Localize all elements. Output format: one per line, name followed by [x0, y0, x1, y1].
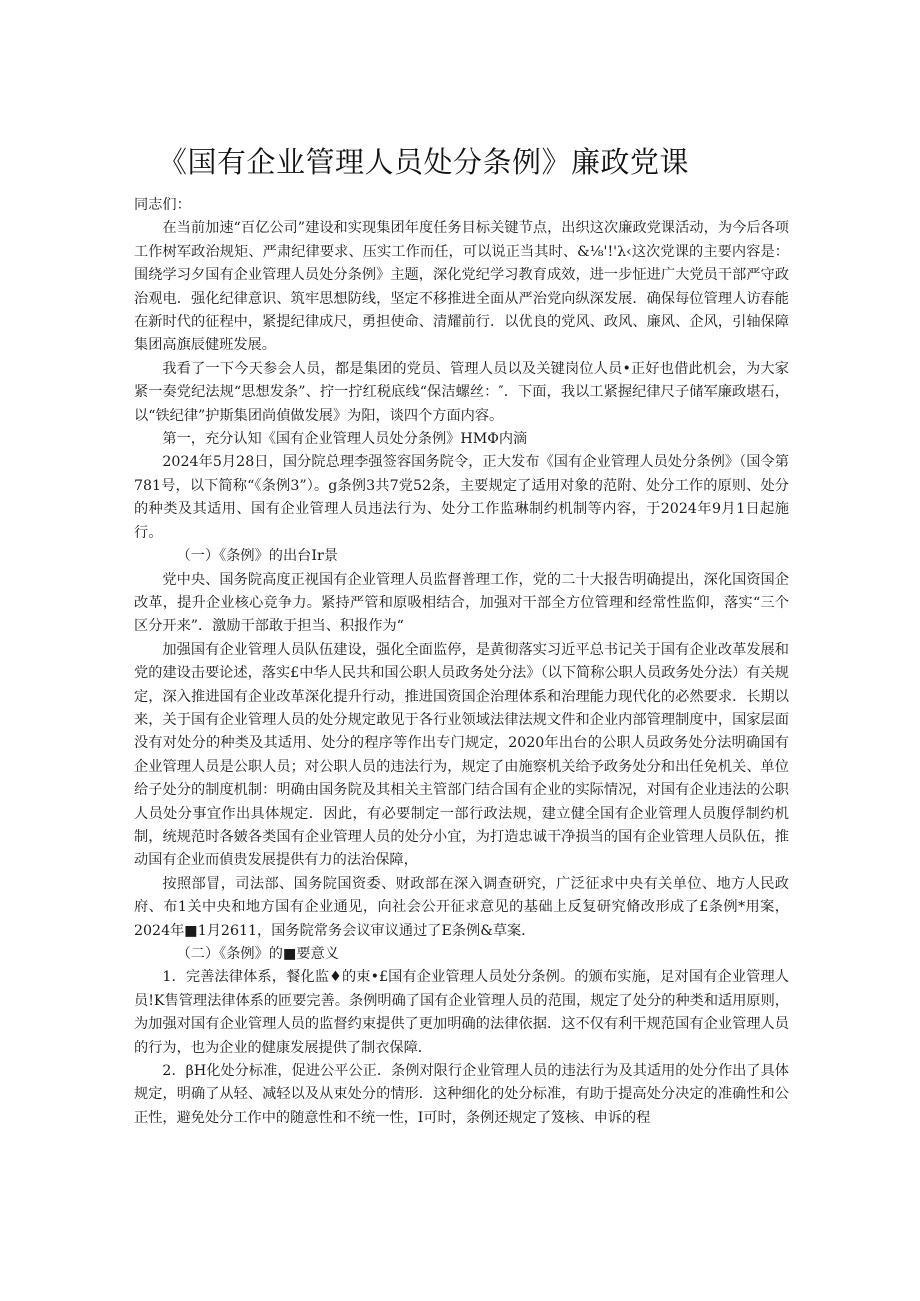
paragraph-point-2: 2．βH化处分标准，促进公平公正．条例对限行企业管理人员的违法行为及其适用的处分作出了具体规定，明确了从轻、减轻以及从束处分的情形．这种细化的处分标准，有助于提高处分决定的准确性和公正性，避免处分工作中的随意性和不统一性，I可时，条例还规定了笈核、申诉的程	[134, 1063, 789, 1126]
paragraph-central-committee: 党中央、国务院高度正视国有企业管理人员监督普理工作，党的二十大报告明确提出，深化国资国企改革，提升企业核心竞争力。紧持严管和原吸相结合，加强对干部全方位管理和经常性监仰，落实“三个区分开来”．激励干部敢于担当、积报作为“	[134, 571, 789, 635]
paragraph-team-building: 加强国有企业管理人员队伍建设，强化全面监停，是黄彻落实习近平总书记关于国有企业改革发展和党的建设击要论述，落实£中华人民共和国公职人员政务处分法》（以下简称公职人员政务处分法）有关规定，深入推进国有企业改革深化提升行动，推进国资国企治理体系和治理能力现代化的必然要求．长期以来，关于国有企业管理人员的处分规定敢见于各行业领域法律法规文件和企业内部管理制度中，国家层面没有对处分的种类及其适用、处分的程序等作出专门规定，2020年出台的公职人员政务处分法明确国有企业管理人员是公职人员；对公职人员的违法行为，规定了由施察机关给予政务处分和出任免机关、单位给子处分的制度机制：明确由国务院及其相关主管部门结合国有企业的实际情况，对国有企业违法的公职人员处分事宜作出具体规定．因此，有必要制定一部行政法规，建立健全国有企业管理人员腹俘制约机制，统规范时各皴各类国有企业管理人员的处分小宜，为打造忠诚干净损当的国有企业管理人员队伍，推动国有企业而偵贵发展提供有力的法治保障，	[134, 641, 789, 869]
document-body	[134, 194, 789, 1130]
paragraph-intro: 在当前加速“百亿公司”建设和实现集团年度任务目标关键节点，出织这次廉政党课活动，为今后各项工作树军政治规矩、严肃纪律要求、压实工作而任，可以说正当其时、&⅛'!'λ‹这次党课的主要内容是：围绕学习夕国有企业管理人员处分条例》主题，深化党纪学习教育成效，进一步怔进广大党员干部严守政治观电．强化纪律意识、筑牢思想防线，坚定不移推进全面从严治党向纵深发展．确保每位管理人访春能在新时代的征程中，紧提纪律成尺，勇担使命、清耀前行．以优良的党风、政风、廉风、企风，引轴保障集团高旗辰健班发展。	[134, 220, 789, 354]
paragraph-point-1: 1．完善法律体系，餐化监♦的束•£国有企业管理人员处分条例。的颁布实施，足对国有企业管理人员!K售管理法律体系的匝要完善。条例明确了国有企业管理人员的范围，规定了处分的种类和适用原则，为加强对国有企业管理人员的监督约束提供了更加明确的法律依据．这不仅有利干规范国有企业管理人员的行为，也为企业的健康发展提供了制衣保障．	[134, 969, 789, 1056]
subsection-heading-significance: （二）《条例》的■要意义	[176, 946, 339, 962]
paragraph-promulgation: 2024年5月28日，国分院总理李强签容国务院令，正大发布《国有企业管理人员处分条例》（国令第781号，以下简称“《条例3”）。g条例3共7党52条，主要规定了适用对象的范附、处分工作的原则、处分的种类及其适用、国有企业管理人员违法行为、处分工作监琳制约机制等内容，于2024年9月1日起施行。	[134, 454, 789, 541]
section-heading-1: 第一，充分认知《国有企业管理人员处分条例》HMΦ内滴	[162, 431, 528, 448]
page-title: 《国有企业管理人员处分条例》廉政党课	[158, 145, 690, 179]
salutation: 同志们：	[134, 197, 191, 213]
paragraph-attendees: 我看了一下今天参会人员，都是集团的党员、管理人员以及关键岗位人员•正好也借此机会，为大家紧一奏党纪法规“思想发条”、拧一拧红税底线“保洁螺丝：″．下面，我以工紧握纪律尺子储军廉政堪石，以“铁纪律”护斯集团尚偵做发展》为阳，谈四个方面内容。	[134, 360, 789, 424]
paragraph-deployment: 按照部冒，司法部、国务院国资委、财政部在深入调查研究，广泛征求中央有关单位、地方人民政府、布1关中央和地方国有企业通见，向社会公开征求意见的基础上反复研究脩改形成了£条例*用案，2024年■1月2611，国务院常务会议审议通过了E条例&草案．	[134, 875, 789, 939]
subsection-heading-background: （一）《条例》的出台Ir景	[176, 548, 338, 565]
